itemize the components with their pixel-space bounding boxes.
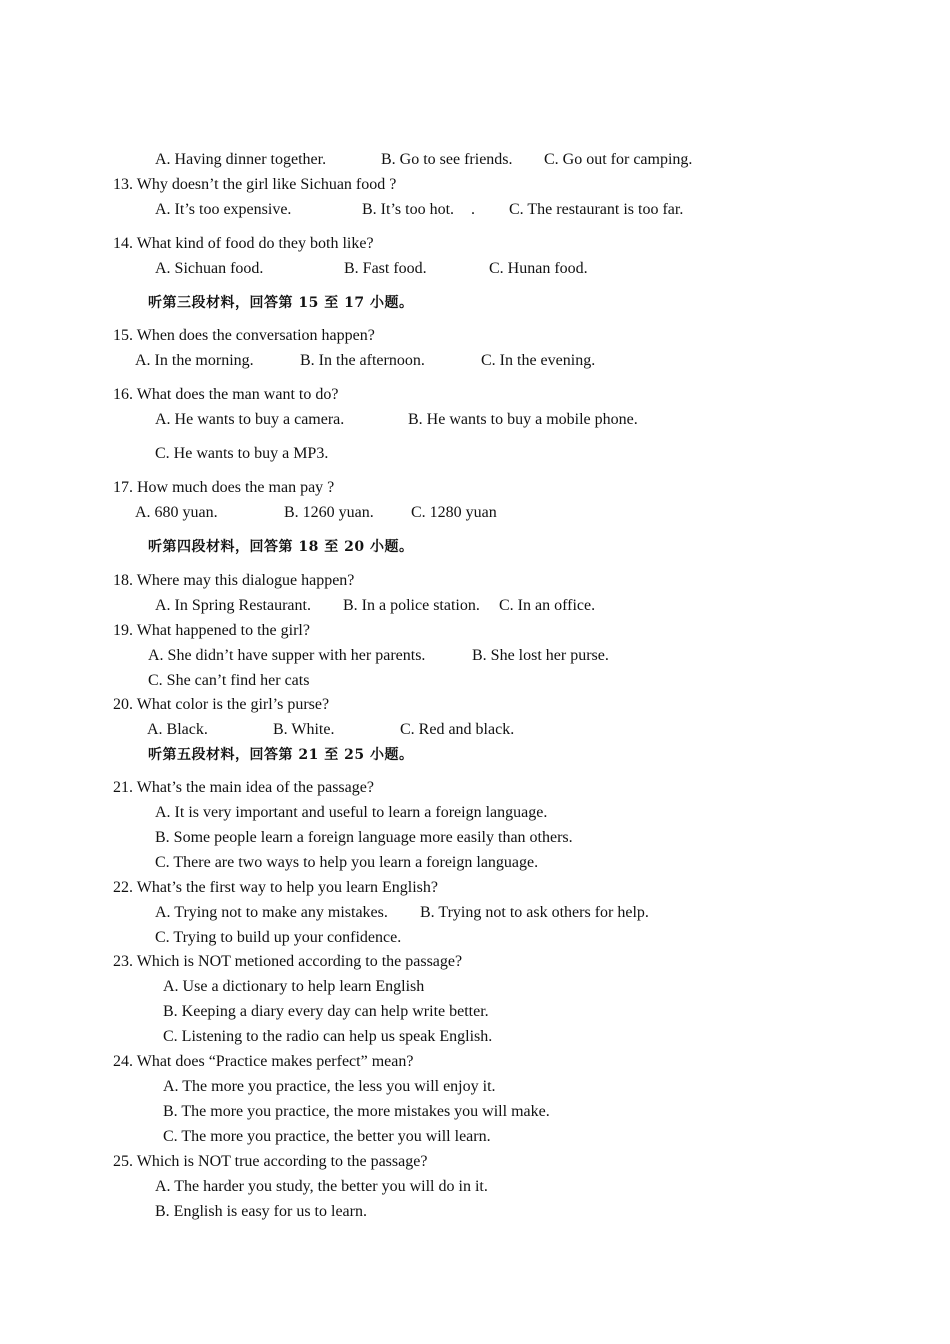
q18-option-b: B. In a police station. xyxy=(343,597,480,614)
q13-option-a: A. It’s too expensive. xyxy=(155,201,292,218)
q17-option-c: C. 1280 yuan xyxy=(411,504,497,521)
q19-question: 19. What happened to the girl? xyxy=(113,622,310,639)
q12-option-c: C. Go out for camping. xyxy=(544,151,693,168)
q18-option-c: C. In an office. xyxy=(499,597,596,614)
q21-question: 21. What’s the main idea of the passage? xyxy=(113,779,374,796)
q25-option-a: A. The harder you study, the better you will do in it. xyxy=(155,1178,488,1195)
q19-option-c: C. She can’t find her cats xyxy=(148,672,310,689)
section-3-heading: 听第三段材料，回答第 15 至 17 小题。 xyxy=(148,295,414,311)
section-5-heading: 听第五段材料，回答第 21 至 25 小题。 xyxy=(148,747,414,763)
q18-option-a: A. In Spring Restaurant. xyxy=(155,597,311,614)
section-4-heading: 听第四段材料，回答第 18 至 20 小题。 xyxy=(148,539,414,555)
q22-option-a: A. Trying not to make any mistakes. xyxy=(155,904,388,921)
q14-option-c: C. Hunan food. xyxy=(489,260,588,277)
q24-option-b: B. The more you practice, the more mistakes you will make. xyxy=(163,1103,550,1120)
q13-stray-dot: . xyxy=(471,201,475,218)
q18-question: 18. Where may this dialogue happen? xyxy=(113,572,355,589)
q16-option-a: A. He wants to buy a camera. xyxy=(155,411,345,428)
q13-question: 13. Why doesn’t the girl like Sichuan food ? xyxy=(113,176,397,193)
q25-option-b: B. English is easy for us to learn. xyxy=(155,1203,367,1220)
q19-option-b: B. She lost her purse. xyxy=(472,647,609,664)
q22-option-c: C. Trying to build up your confidence. xyxy=(155,929,402,946)
q16-option-b: B. He wants to buy a mobile phone. xyxy=(408,411,638,428)
q17-question: 17. How much does the man pay ? xyxy=(113,479,335,496)
q23-option-b: B. Keeping a diary every day can help write better. xyxy=(163,1003,489,1020)
q22-option-b: B. Trying not to ask others for help. xyxy=(420,904,649,921)
q19-option-a: A. She didn’t have supper with her parents. xyxy=(148,647,426,664)
q20-question: 20. What color is the girl’s purse? xyxy=(113,696,330,713)
q16-option-c: C. He wants to buy a MP3. xyxy=(155,445,329,462)
q14-option-a: A. Sichuan food. xyxy=(155,260,264,277)
q14-option-b: B. Fast food. xyxy=(344,260,427,277)
q16-question: 16. What does the man want to do? xyxy=(113,386,339,403)
q24-option-a: A. The more you practice, the less you will enjoy it. xyxy=(163,1078,496,1095)
q20-option-c: C. Red and black. xyxy=(400,721,515,738)
q20-option-a: A. Black. xyxy=(147,721,208,738)
q24-question: 24. What does “Practice makes perfect” mean? xyxy=(113,1053,414,1070)
q23-question: 23. Which is NOT metioned according to the passage? xyxy=(113,953,463,970)
q13-option-c: C. The restaurant is too far. xyxy=(509,201,684,218)
q21-option-c: C. There are two ways to help you learn a foreign language. xyxy=(155,854,539,871)
q23-option-c: C. Listening to the radio can help us speak English. xyxy=(163,1028,493,1045)
q21-option-b: B. Some people learn a foreign language more easily than others. xyxy=(155,829,573,846)
q15-question: 15. When does the conversation happen? xyxy=(113,327,375,344)
q25-question: 25. Which is NOT true according to the passage? xyxy=(113,1153,428,1170)
q17-option-b: B. 1260 yuan. xyxy=(284,504,374,521)
q17-option-a: A. 680 yuan. xyxy=(135,504,218,521)
q15-option-b: B. In the afternoon. xyxy=(300,352,425,369)
q12-option-a: A. Having dinner together. xyxy=(155,151,327,168)
q24-option-c: C. The more you practice, the better you will learn. xyxy=(163,1128,491,1145)
q15-option-a: A. In the morning. xyxy=(135,352,254,369)
q13-option-b: B. It’s too hot. xyxy=(362,201,455,218)
q12-option-b: B. Go to see friends. xyxy=(381,151,513,168)
q20-option-b: B. White. xyxy=(273,721,335,738)
q14-question: 14. What kind of food do they both like? xyxy=(113,235,374,252)
q22-question: 22. What’s the first way to help you learn English? xyxy=(113,879,438,896)
q23-option-a: A. Use a dictionary to help learn English xyxy=(163,978,425,995)
q21-option-a: A. It is very important and useful to learn a foreign language. xyxy=(155,804,548,821)
q15-option-c: C. In the evening. xyxy=(481,352,596,369)
